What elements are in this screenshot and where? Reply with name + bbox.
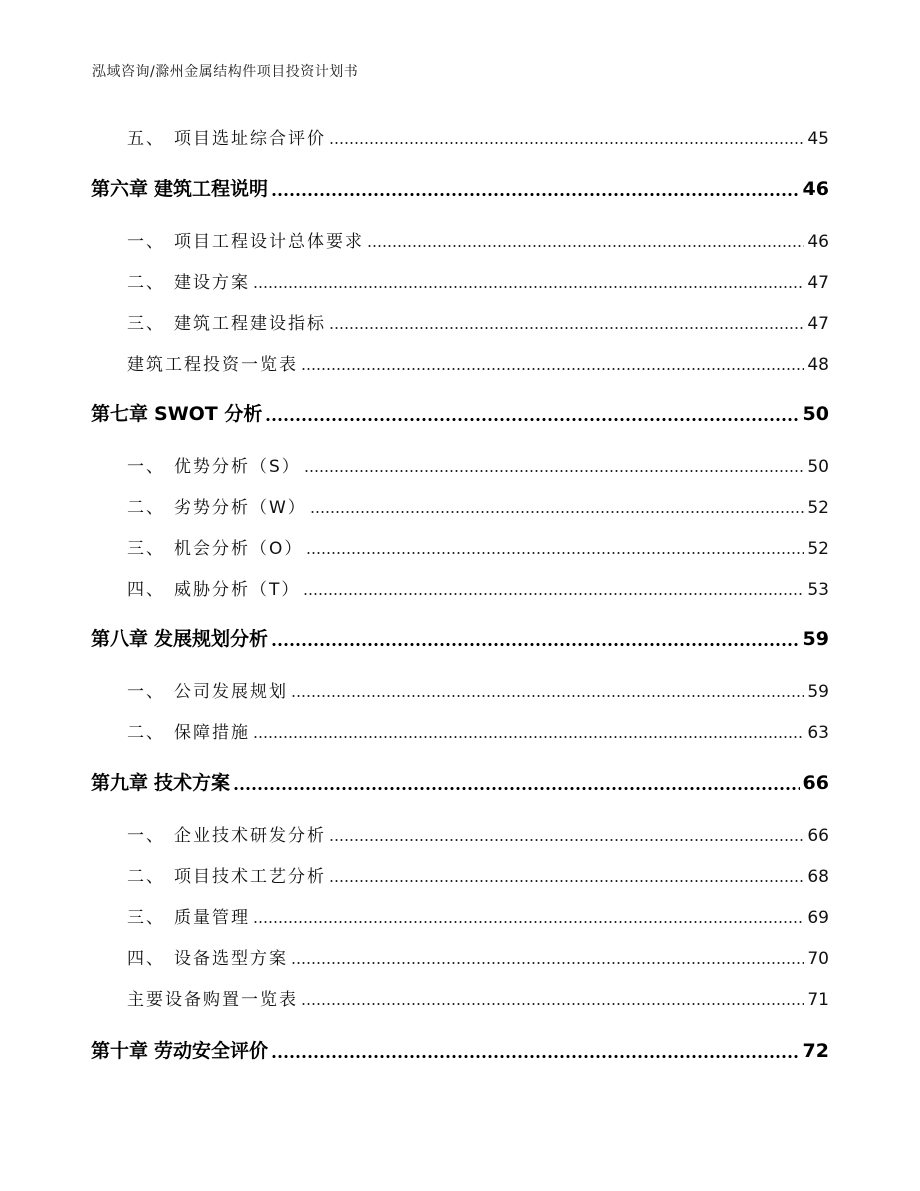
toc-chapter-title: 技术方案 [154,772,231,794]
toc-entry[interactable] [127,350,829,375]
toc-entry-page: 48 [807,355,829,375]
dot-leader [253,286,804,288]
dot-leader [306,552,804,554]
toc-entry-title: 劣势分析（W） [174,498,307,518]
toc-entry-title: 项目选址综合评价 [174,129,326,149]
toc-entry[interactable] [127,903,829,928]
toc-entry-page: 53 [807,580,829,600]
toc-chapter-page: 46 [802,178,829,200]
toc-entry-page: 52 [807,539,829,559]
toc-entry-page: 47 [807,314,829,334]
toc-chapter-page: 66 [802,772,829,794]
dot-leader [265,418,799,421]
toc-entry-number: 二、 [127,498,165,518]
dot-leader [329,839,804,841]
toc-entry-page: 70 [807,949,829,969]
toc-entry-number: 四、 [127,580,165,600]
toc-entry-number: 一、 [127,826,165,846]
toc-entry[interactable] [127,718,829,743]
toc-entry-title: 公司发展规划 [174,682,288,702]
toc-entry-number: 五、 [127,129,165,149]
toc-entry-page: 46 [807,232,829,252]
dot-leader [253,921,804,923]
dot-leader [304,470,805,472]
toc-entry[interactable] [127,821,829,846]
dot-leader [233,787,800,790]
toc-entry-page: 63 [807,723,829,743]
toc-entry-title: 项目工程设计总体要求 [174,232,364,252]
header-rule [90,88,830,89]
toc-entry-page: 47 [807,273,829,293]
toc-chapter-number: 第八章 [91,628,149,650]
toc-chapter-page: 50 [802,403,829,425]
toc-entry-title: 建设方案 [174,273,250,293]
toc-entry[interactable] [127,493,829,518]
toc-chapter-title: 建筑工程说明 [154,178,269,200]
dot-leader [271,643,800,646]
toc-entry-page: 68 [807,867,829,887]
toc-chapter-number: 第七章 [91,403,149,425]
toc-entry-title: 建筑工程建设指标 [174,314,326,334]
toc-chapter-entry[interactable] [91,1036,829,1063]
toc-chapter-title: 发展规划分析 [154,628,269,650]
toc-entry-title: 质量管理 [174,908,250,928]
toc-entry[interactable] [127,677,829,702]
toc-entry-page: 71 [807,990,829,1010]
toc-entry[interactable] [127,862,829,887]
toc-entry-page: 50 [807,457,829,477]
toc-entry-title: 主要设备购置一览表 [127,990,298,1010]
toc-entry[interactable] [127,309,829,334]
toc-entry[interactable] [127,985,829,1010]
toc-entry-title: 企业技术研发分析 [174,826,326,846]
dot-leader [271,1055,800,1058]
toc-entry-number: 三、 [127,314,165,334]
toc-entry-page: 45 [807,129,829,149]
toc-entry[interactable] [127,227,829,252]
toc-entry-page: 59 [807,682,829,702]
toc-entry-title: 威胁分析（T） [174,580,301,600]
toc-entry-number: 三、 [127,539,165,559]
toc-entry-title: 建筑工程投资一览表 [127,355,298,375]
toc-entry-number: 一、 [127,232,165,252]
toc-entry-number: 一、 [127,457,165,477]
dot-leader [329,880,804,882]
toc-entry-number: 二、 [127,867,165,887]
toc-entry[interactable] [127,268,829,293]
toc-entry-title: 优势分析（S） [174,457,301,477]
toc-entry-title: 项目技术工艺分析 [174,867,326,887]
toc-entry-page: 52 [807,498,829,518]
dot-leader [329,142,804,144]
dot-leader [253,736,804,738]
dot-leader [301,368,804,370]
toc-entry-page: 66 [807,826,829,846]
toc-chapter-number: 第六章 [91,178,149,200]
toc-entry-title: 机会分析（O） [174,539,304,559]
toc-entry-number: 一、 [127,682,165,702]
toc-entry[interactable] [127,944,829,969]
toc-chapter-entry[interactable] [91,768,829,795]
toc-entry-title: 保障措施 [174,723,250,743]
toc-entry-title: 设备选型方案 [174,949,288,969]
toc-entry-number: 四、 [127,949,165,969]
toc-entry-number: 二、 [127,723,165,743]
dot-leader [271,193,800,196]
dot-leader [329,327,804,329]
toc-chapter-number: 第十章 [91,1040,149,1062]
toc-entry[interactable] [127,452,829,477]
dot-leader [291,695,804,697]
toc-chapter-page: 59 [802,628,829,650]
toc-chapter-page: 72 [802,1040,829,1062]
toc-chapter-entry[interactable] [91,399,829,426]
toc-entry-number: 三、 [127,908,165,928]
dot-leader [301,1003,804,1005]
toc-chapter-entry[interactable] [91,174,829,201]
toc-entry[interactable] [127,575,829,600]
dot-leader [310,511,805,513]
toc-entry[interactable] [127,124,829,149]
toc-chapter-title: 劳动安全评价 [154,1040,269,1062]
toc-entry-page: 69 [807,908,829,928]
dot-leader [291,962,804,964]
toc-entry-number: 二、 [127,273,165,293]
dot-leader [303,593,804,595]
page-header: 泓域咨询/滁州金属结构件项目投资计划书 [92,64,359,80]
dot-leader [367,245,804,247]
toc-chapter-entry[interactable] [91,624,829,651]
toc-chapter-number: 第九章 [91,772,149,794]
toc-chapter-title: SWOT 分析 [154,403,263,425]
toc-entry[interactable] [127,534,829,559]
